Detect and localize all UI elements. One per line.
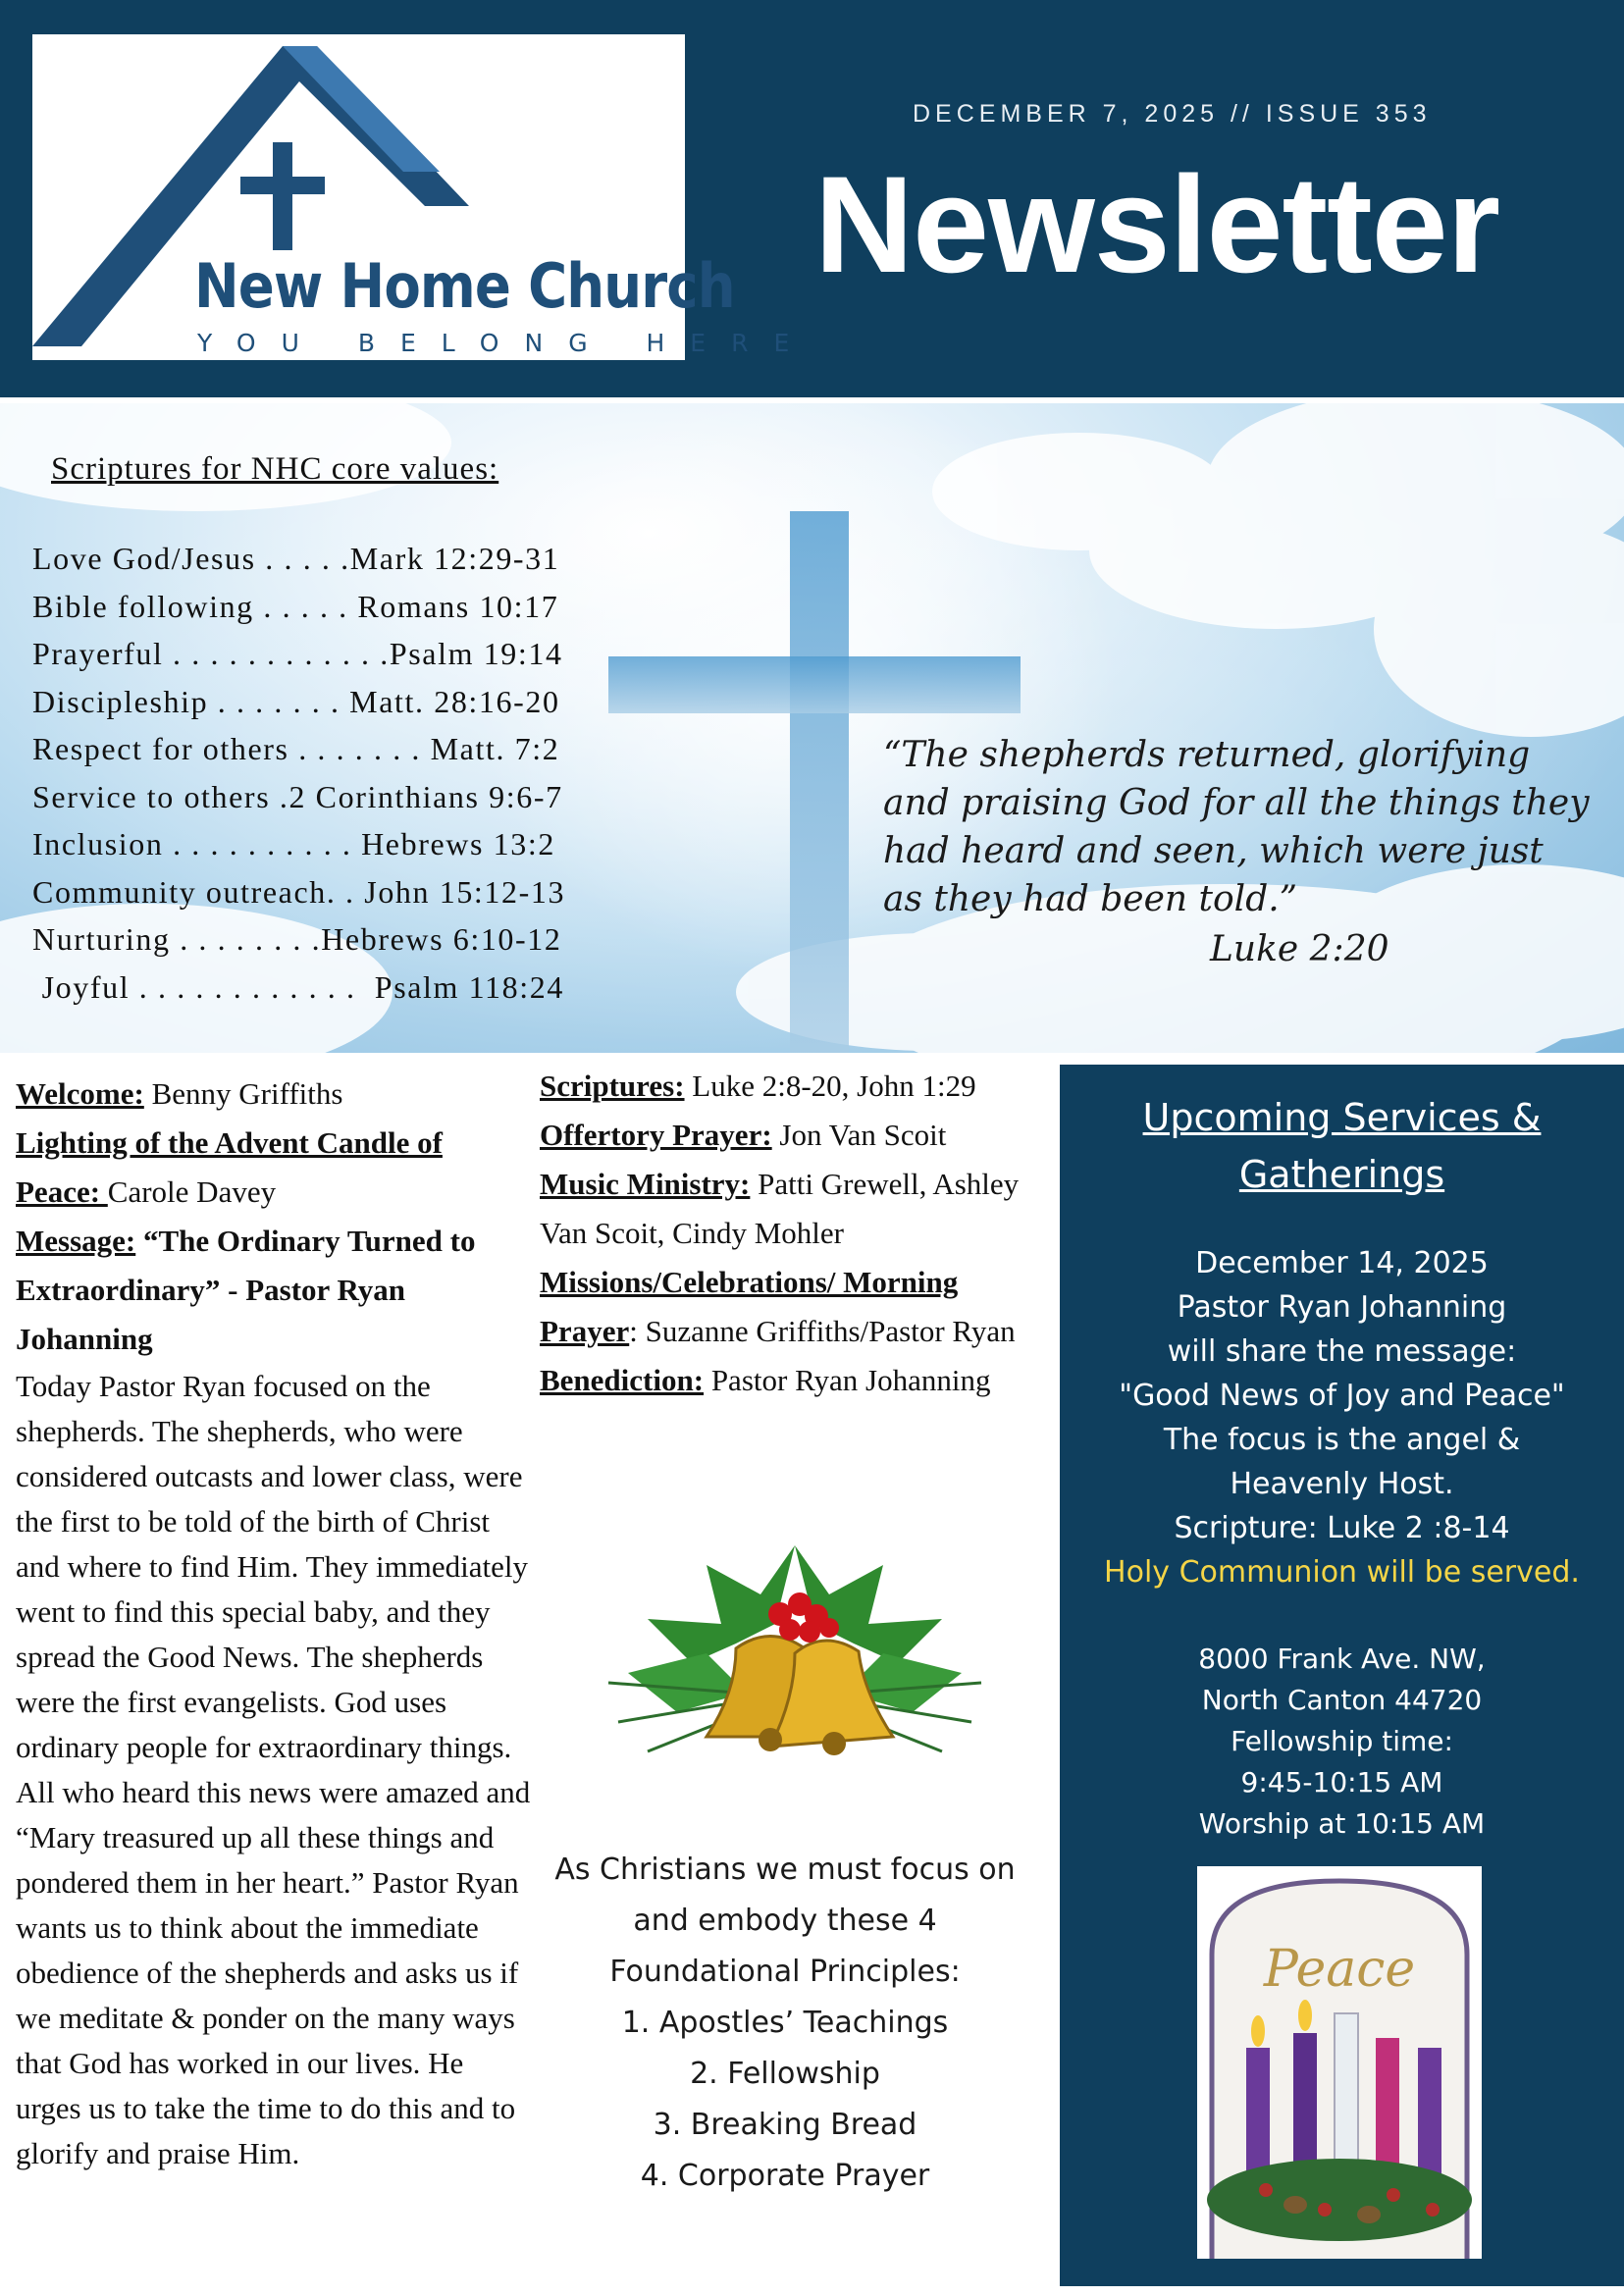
prayer-label: Prayer	[540, 1314, 630, 1348]
church-logo	[32, 34, 815, 360]
upcoming-title: Upcoming Services & Gatherings	[1142, 1096, 1542, 1196]
core-values-list	[32, 535, 621, 1011]
offertory-line	[540, 1111, 1050, 1160]
scriptures-value: Luke 2:8-20, John 1:29	[684, 1069, 976, 1103]
music-label: Music Ministry:	[540, 1167, 751, 1201]
scripture-quote: “The shepherds returned, glorifying and praising God for all the things they had heard and seen, which were just as they had been told.”	[883, 735, 1590, 919]
upcoming-focus-2: Heavenly Host.	[1230, 1467, 1454, 1501]
advent-candle-label: Lighting of the Advent Candle of Peace:	[16, 1125, 443, 1209]
service-roles-column	[540, 1062, 1050, 1405]
advent-wreath-icon	[1197, 1866, 1482, 2259]
service-recap-column	[16, 1070, 531, 2176]
benediction-line	[540, 1356, 1050, 1405]
upcoming-share: will share the message:	[1167, 1334, 1517, 1369]
upcoming-message: "Good News of Joy and Peace"	[1119, 1379, 1565, 1413]
principle-item: 1. Apostles’ Teachings	[621, 2006, 949, 2040]
message-label: Message:	[16, 1224, 136, 1258]
benediction-value: Pastor Ryan Johanning	[704, 1363, 991, 1397]
sermon-summary: Today Pastor Ryan focused on the shepherds. The shepherds, who were considered outcasts and lower class, were the first to be told of the birth of Christ and where to find Him. They immediately went to find this special baby, and they spread the Good News. The shepherds were the first evangelists. God uses ordinary people for extraordinary things. All who heard this news were amazed and “Mary treasured up all these things and pondered them in her heart.” Pastor Ryan wants us to think about the immediate obedience of the shepherds and asks us if we meditate & ponder on the many ways that God has worked in our lives. He urges us to take the time to do this and to glorify and praise Him.	[16, 1369, 531, 2170]
address-line-1: 8000 Frank Ave. NW,	[1198, 1643, 1486, 1675]
peace-card-title: Peace	[1263, 1940, 1416, 1999]
worship-time: Worship at 10:15 AM	[1198, 1807, 1486, 1840]
core-value-item: Inclusion . . . . . . . . . . Hebrews 13:2	[32, 826, 555, 861]
core-value-item: Love God/Jesus . . . . .Mark 12:29-31	[32, 541, 560, 576]
message-line	[16, 1217, 531, 1364]
upcoming-focus: The focus is the angel &	[1163, 1423, 1521, 1457]
missions-label: Missions/Celebrations/ Morning	[540, 1265, 959, 1299]
advent-peace-card	[1197, 1866, 1482, 2259]
advent-candle-name: Carole Davey	[107, 1174, 277, 1209]
upcoming-scripture: Scripture: Luke 2 :8-14	[1174, 1511, 1510, 1545]
principle-item: 4. Corporate Prayer	[640, 2159, 930, 2193]
core-value-item: Prayerful . . . . . . . . . . . .Psalm 19:14	[32, 636, 563, 671]
logo-church-name: New Home Church	[194, 250, 735, 322]
missions-value: : Suzanne Griffiths/Pastor Ryan	[629, 1314, 1016, 1348]
welcome-line	[16, 1070, 531, 1119]
principle-item: 3. Breaking Bread	[653, 2108, 917, 2142]
music-line	[540, 1160, 1050, 1258]
core-value-item: Bible following . . . . . Romans 10:17	[32, 588, 559, 624]
address-line-2: North Canton 44720	[1201, 1684, 1483, 1716]
service-roles	[16, 1070, 531, 1364]
church-address-times	[1060, 1639, 1624, 1845]
upcoming-date: December 14, 2025	[1195, 1246, 1489, 1280]
offertory-label: Offertory Prayer:	[540, 1118, 772, 1152]
newsletter-title: Newsletter	[814, 147, 1500, 301]
upcoming-details	[1060, 1241, 1624, 1594]
principles-intro: As Christians we must focus on and embody these 4 Foundational Principles:	[554, 1852, 1016, 1989]
upcoming-services-panel	[1060, 1065, 1624, 2286]
missions-line	[540, 1258, 1050, 1356]
message-title: “The Ordinary Turned to Extraordinary” - Pastor Ryan Johanning	[16, 1224, 476, 1356]
masthead-banner	[0, 0, 1624, 397]
scriptures-line	[540, 1062, 1050, 1111]
core-value-item: Discipleship . . . . . . . Matt. 28:16-20	[32, 683, 560, 719]
issue-date-line: DECEMBER 7, 2025 // ISSUE 353	[913, 100, 1432, 128]
welcome-label: Welcome:	[16, 1076, 144, 1111]
core-value-item: Respect for others . . . . . . . Matt. 7:2	[32, 731, 560, 766]
fellowship-time: 9:45-10:15 AM	[1240, 1766, 1443, 1799]
foundational-principles	[540, 1845, 1030, 2202]
upcoming-pastor: Pastor Ryan Johanning	[1177, 1290, 1507, 1325]
principle-item: 2. Fellowship	[690, 2057, 880, 2091]
communion-notice: Holy Communion will be served.	[1104, 1555, 1580, 1590]
core-value-item: Community outreach. . John 15:12-13	[32, 873, 566, 910]
christmas-bells-holly-icon	[589, 1526, 1001, 1796]
offertory-value: Jon Van Scoit	[771, 1118, 947, 1152]
fellowship-label: Fellowship time:	[1231, 1725, 1453, 1757]
benediction-label: Benediction:	[540, 1363, 705, 1397]
music-value: Patti Grewell, Ashley Van Scoit, Cindy Mohler	[540, 1167, 1020, 1250]
advent-candle-line	[16, 1119, 531, 1217]
core-values-title: Scriptures for NHC core values:	[51, 451, 499, 487]
scripture-quote-reference: Luke 2:20	[1210, 929, 1389, 969]
logo-tagline: YOU BELONG HERE	[197, 329, 815, 357]
core-value-item: Nurturing . . . . . . . .Hebrews 6:10-12	[32, 921, 562, 957]
core-value-item: Service to others .2 Corinthians 9:6-7	[32, 778, 563, 814]
welcome-name: Benny Griffiths	[143, 1076, 343, 1111]
core-value-item: Joyful . . . . . . . . . . . . Psalm 118:24	[32, 968, 564, 1005]
scriptures-label: Scriptures:	[540, 1069, 685, 1103]
